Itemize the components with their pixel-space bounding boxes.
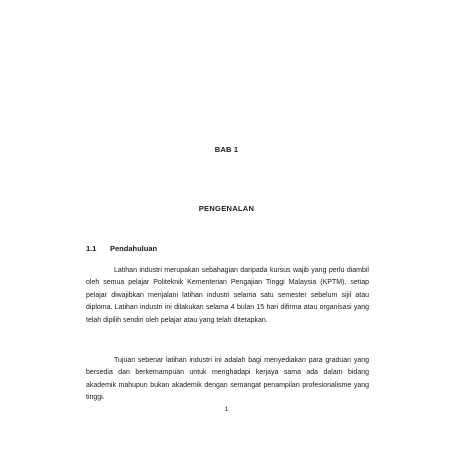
body-paragraph: Latihan industri merupakan sebahagian daripada kursus wajib yang perlu diambil oleh semua pelajar Politeknik Kementerian Pengajian Tinggi Malaysia (KPTM), setiap pelajar diwajibkan menjalani latihan industri selama satu semester sebelum sijil atau diploma. Latihan industri ini dilakukan selama 4 bulan 15 hari difirma atau organisasi yang telah dipilih sendiri oleh pelajar atau yang telah ditetapkan.: [86, 267, 369, 324]
section-heading: [86, 244, 157, 253]
page-number: 1: [224, 406, 229, 413]
chapter-title: PENGENALAN: [198, 204, 255, 213]
section-title: Pendahuluan: [110, 244, 158, 253]
body-paragraph: Tujuan sebenar latihan industri ini adalah bagi menyediakan para graduan yang bersedia dan berkemampuan untuk menghadapi kerjaya sama ada dalam bidang akademik mahupun bukan akademik dengan semangat penampilan profesionalisme yang tinggi.: [86, 357, 369, 402]
chapter-label: BAB 1: [214, 145, 239, 154]
section-number: 1.1: [86, 244, 97, 253]
